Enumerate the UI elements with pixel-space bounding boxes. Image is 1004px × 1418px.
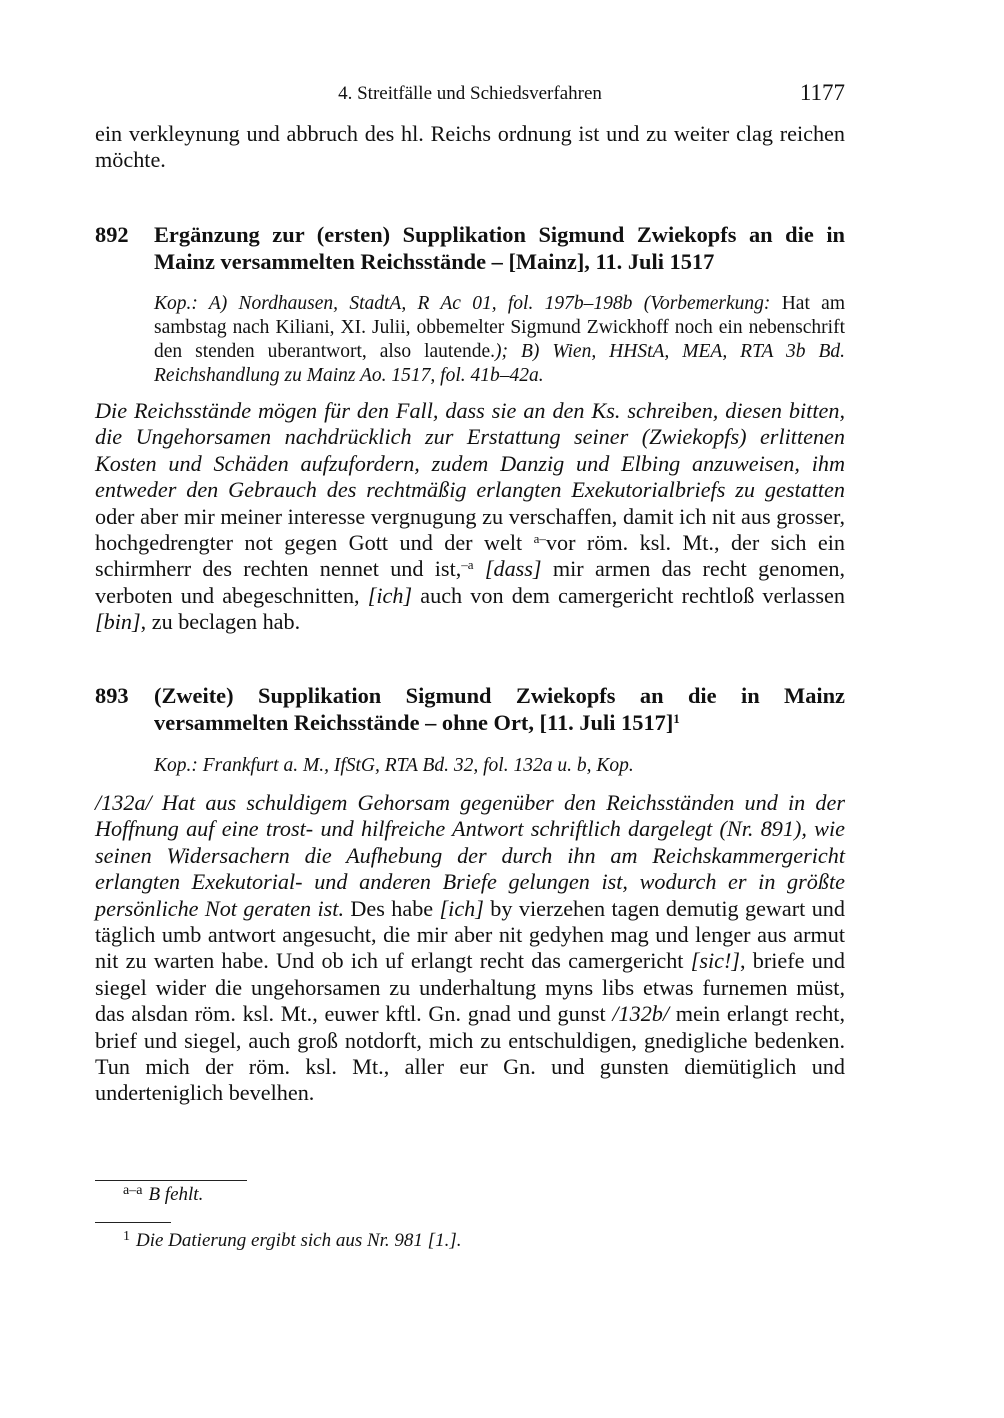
variant-footnote [123, 1183, 203, 1207]
entry-893-heading [95, 683, 845, 736]
entry-893-source-note: Kop.: Frankfurt a. M., IfStG, RTA Bd. 32, fol. 132a u. b, Kop. [154, 755, 634, 776]
footnote-1-mark: 1 [123, 1229, 130, 1244]
entry-892-summary: Die Reichsstände mögen für den Fall, dass sie an den Ks. schreiben, diesen bitten, die Ungehorsamen nachdrücklich zur Erstattung seiner (Zwiekopfs) erlittenen Kosten und Schäden aufzufordern, zudem Danzig und Elbing anzuweisen, ihm entweder den Gebrauch des rechtmäßig erlangten Exekutorialbriefs zu gestatten [95, 398, 845, 503]
editorial-insertion: [ich] [367, 582, 413, 608]
footnote-1 [123, 1229, 461, 1253]
page-number: 1177 [799, 80, 845, 105]
running-header [95, 80, 845, 108]
entry-892-text-2: vor röm. ksl. Mt., der sich ein schirmherr des rechten nennet und ist, [95, 530, 846, 582]
entry-892-source-note [154, 292, 845, 388]
folio-marker: /132b/ [612, 1001, 670, 1027]
entry-893-text-1: Des habe [344, 895, 440, 921]
entry-892-text-4: auch von dem camergericht rechtloß verlassen [412, 582, 845, 608]
editorial-insertion: [dass] [484, 556, 542, 582]
entry-892-text-3: mir armen das recht genomen, verboten und abegeschnitten, [95, 556, 845, 608]
entry-892-title: Ergänzung zur (ersten) Supplikation Sigmund Zwiekopfs an die in Mainz versammelten Reichsstände – [Mainz], 11. Juli 1517 [154, 222, 845, 274]
footnote-rule [95, 1222, 171, 1223]
variant-mark-open: a– [533, 531, 546, 547]
footnote-1-text: Die Datierung ergibt sich aus Nr. 981 [1.]. [136, 1230, 462, 1251]
entry-892-source-quote: Hat am sambstag nach Kiliani, XI. Julii, obbemelter Sigmund Zwickhoff noch ein nebenschrift den stenden uberantwort, also lautende. [154, 293, 845, 362]
entry-893-title-text: (Zweite) Supplikation Sigmund Zwiekopfs an die in Mainz versammelten Reichsstände – ohne Ort, [11. Juli 1517] [154, 683, 845, 735]
editorial-insertion: [sic!] [690, 948, 740, 974]
variant-footnote-text: B fehlt. [148, 1184, 204, 1205]
editorial-insertion: [bin] [95, 609, 141, 635]
entry-892-source-b: ); B) Wien, HHStA, MEA, RTA 3b Bd. Reichshandlung zu Mainz Ao. 1517, fol. 41b–42a. [154, 341, 845, 386]
entry-893-text-3: , briefe und siegel wider die ungehorsamen zu underhaltung myns libs etwas furnemen müst, das alsdan röm. ksl. Mt., euwer kftl. Gn. gnad und gunst [95, 948, 845, 1027]
variant-footnote-mark: a–a [123, 1183, 143, 1198]
entry-892-heading [95, 222, 845, 275]
editorial-insertion: [ich] [439, 895, 484, 921]
footnote-ref-1[interactable]: 1 [673, 710, 680, 726]
entry-893-text-2: by vierzehen tagen demutig gewart und täglich umb antwort angesucht, die mir aber nit gedyhen mag und lenger aus armut nit zu warten habe. Und ob ich uf erlangt recht das camergericht [95, 895, 845, 974]
running-title: 4. Streitfälle und Schiedsverfahren [338, 83, 602, 104]
entry-893-text [95, 790, 845, 1107]
entry-892-text-1: oder aber mir meiner interesse vergnugung zu verschaffen, damit ich nit aus grosser, hochgedrengter not gegen Gott und der welt [95, 503, 845, 556]
entry-893-title [154, 683, 845, 736]
entry-893-number: 893 [95, 683, 129, 708]
entry-893-summary: /132a/ Hat aus schuldigem Gehorsam gegenüber den Reichsständen und in der Hoffnung auf eine trost- und hilfreiche Antwort schriftlich dargelegt (Nr. 891), wie seinen Widersachern die Aufhebung der durch ihn am Reichskammergericht erlangten Exekutorial- und anderen Briefe gelungen ist, wodurch er in größte persönliche Not geraten ist. [95, 790, 845, 921]
entry-892-number: 892 [95, 222, 129, 247]
entry-893-text-4: mein erlangt recht, brief und siegel, auch groß notdorft, mich zu entschuldigen, gnedigliche bedenken. Tun mich der röm. ksl. Mt., aller eur Gn. und gunsten diemütiglich und underteniglich bevelhen. [95, 1001, 846, 1106]
continuation-paragraph: ein verkleynung und abbruch des hl. Reichs ordnung ist und zu weiter clag reichen möchte. [95, 121, 845, 173]
entry-892-source-a: Kop.: A) Nordhausen, StadtA, R Ac 01, fol. 197b–198b (Vorbemerkung: [154, 293, 782, 314]
variant-mark-close: –a [461, 557, 474, 573]
variant-apparatus-rule [95, 1180, 247, 1181]
entry-892-text-5: , zu beclagen hab. [140, 609, 301, 635]
entry-892-text [95, 398, 845, 636]
